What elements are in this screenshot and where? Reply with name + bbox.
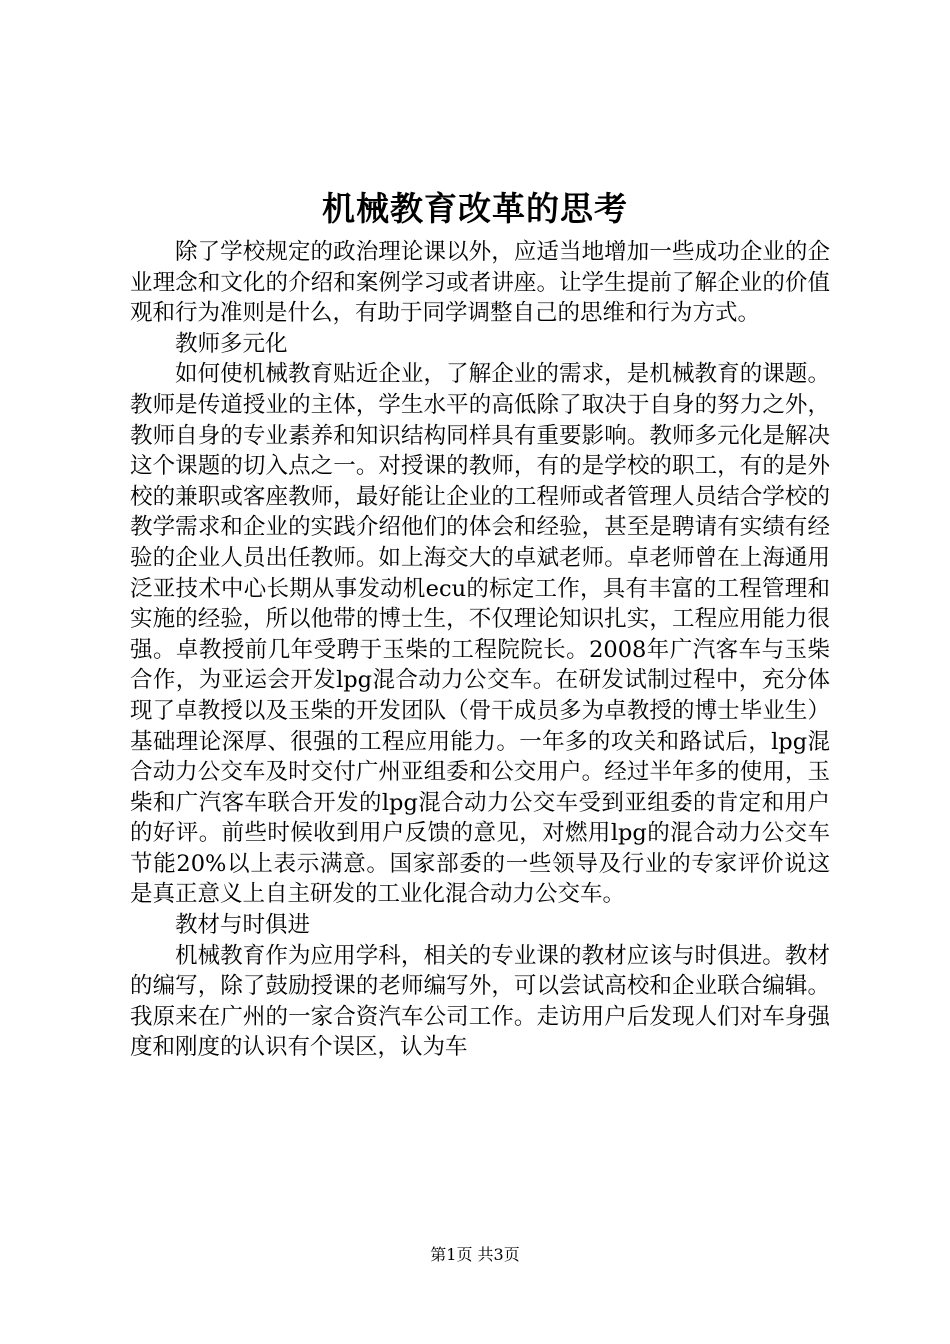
document-title: 机械教育改革的思考: [322, 189, 628, 228]
section-heading-textbooks: 教材与时俱进: [175, 912, 311, 939]
section-heading-teachers: 教师多元化: [175, 330, 288, 357]
page-number-footer: 第1页 共3页: [430, 1245, 520, 1264]
paragraph-intro: 除了学校规定的政治理论课以外，应适当地增加一些成功企业的企业理念和文化的介绍和案例学习或者讲座。让学生提前了解企业的价值观和行为准则是什么，有助于同学调整自己的思维和行为方式。: [130, 239, 830, 327]
paragraph-textbooks: 机械教育作为应用学科，相关的专业课的教材应该与时俱进。教材的编写，除了鼓励授课的老师编写外，可以尝试高校和企业联合编辑。我原来在广州的一家合资汽车公司工作。走访用户后发现人们对车身强度和刚度的认识有个误区，认为车: [130, 942, 830, 1061]
paragraph-teachers: 如何使机械教育贴近企业，了解企业的需求，是机械教育的课题。教师是传道授业的主体，学生水平的高低除了取决于自身的努力之外，教师自身的专业素养和知识结构同样具有重要影响。教师多元化是解决这个课题的切入点之一。对授课的教师，有的是学校的职工，有的是外校的兼职或客座教师，最好能让企业的工程师或者管理人员结合学校的教学需求和企业的实践介绍他们的体会和经验，甚至是聘请有实绩有经验的企业人员出任教师。如上海交大的卓斌老师。卓老师曾在上海通用泛亚技术中心长期从事发动机ecu的标定工作，具有丰富的工程管理和实施的经验，所以他带的博士生，不仅理论知识扎实，工程应用能力很强。卓教授前几年受聘于玉柴的工程院院长。2008年广汽客车与玉柴合作，为亚运会开发lpg混合动力公交车。在研发试制过程中，充分体现了卓教授以及玉柴的开发团队（骨干成员多为卓教授的博士毕业生）基础理论深厚、很强的工程应用能力。一年多的攻关和路试后，lpg混合动力公交车及时交付广州亚组委和公交用户。经过半年多的使用，玉柴和广汽客车联合开发的lpg混合动力公交车受到亚组委的肯定和用户的好评。前些时候收到用户反馈的意见，对燃用lpg的混合动力公交车节能20%以上表示满意。国家部委的一些领导及行业的专家评价说这是真正意义上自主研发的工业化混合动力公交车。: [130, 361, 830, 908]
document-body: [130, 237, 830, 1063]
